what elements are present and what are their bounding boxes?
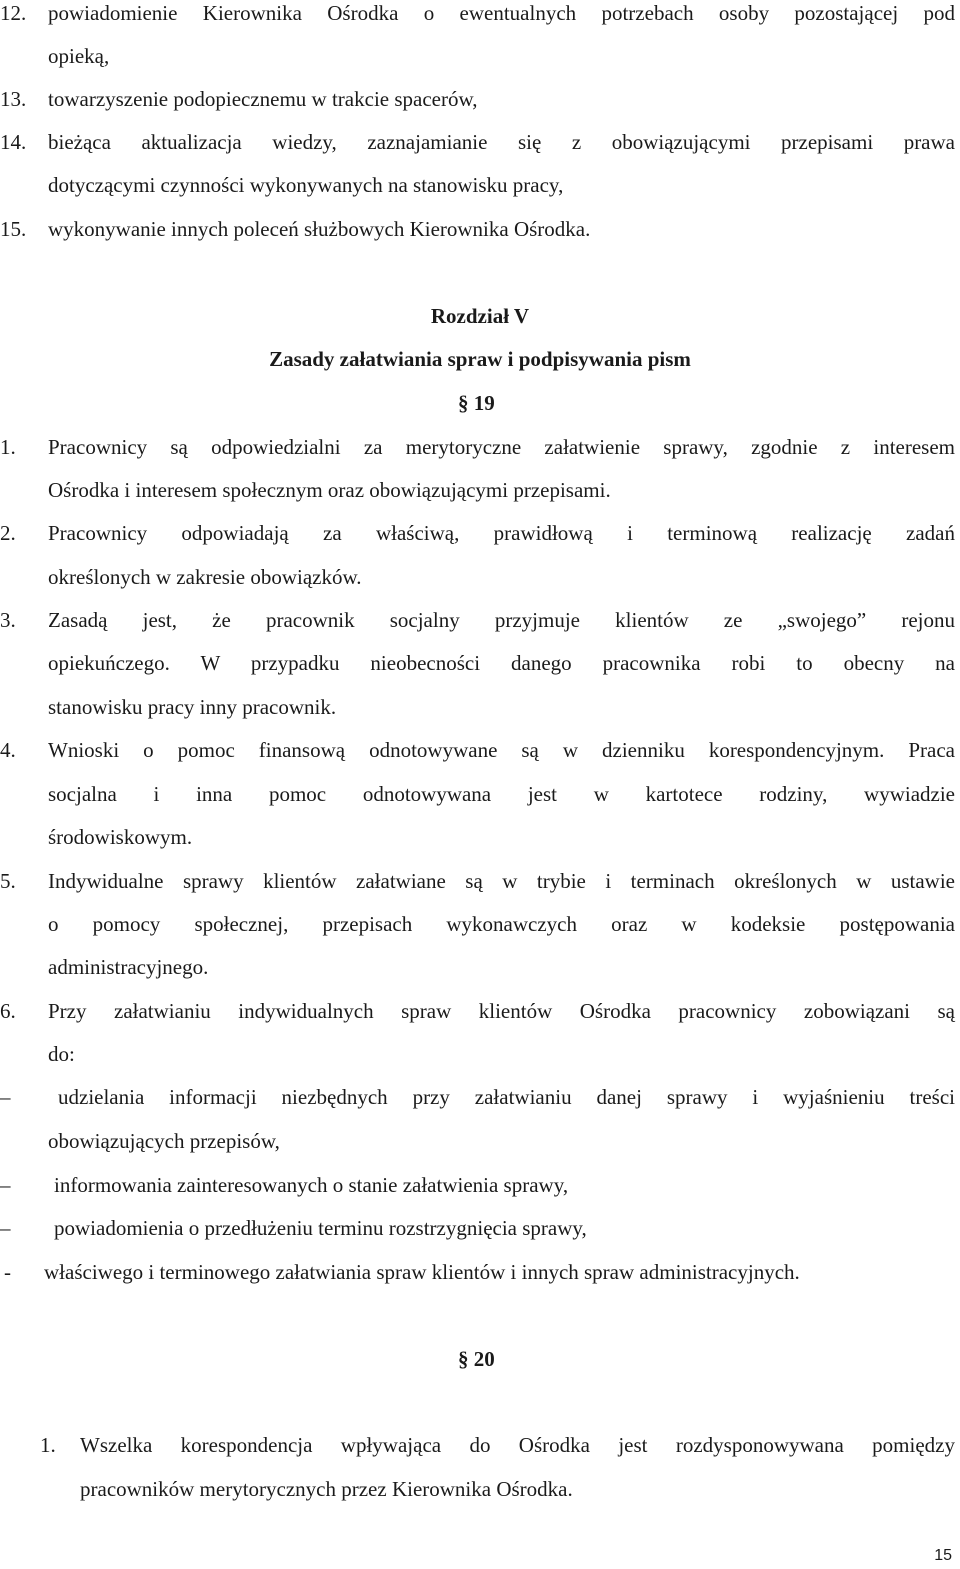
paragraph-text: socjalna i inna pomoc odnotowywana jest w kartotece rodziny, wywiadzie [48,782,955,806]
dash-item-text: informowania zainteresowanych o stanie załatwienia sprawy, [54,1173,569,1197]
paragraph-text: stanowisku pracy inny pracownik. [48,695,337,719]
list-item-text: wykonywanie innych poleceń służbowych Kierownika Ośrodka. [48,217,591,241]
dash-item-text: powiadomienia o przedłużeniu terminu rozstrzygnięcia sprawy, [54,1216,587,1240]
chapter-subtitle: Zasady załatwiania spraw i podpisywania pism [269,347,691,371]
dash-item-text: obowiązujących przepisów, [48,1129,280,1153]
paragraph-number: 4. [0,738,16,762]
page-number: 15 [934,1547,952,1564]
dash-bullet: – [0,1216,11,1240]
paragraph-text: Zasadą jest, że pracownik socjalny przyjmuje klientów ze „swojego” rejonu [48,608,955,632]
section-20-label: § 20 [458,1347,495,1371]
paragraph-text: Wszelka korespondencja wpływająca do Ośrodka jest rozdysponowywana pomiędzy [80,1433,955,1457]
paragraph-text: do: [48,1042,75,1066]
paragraph-number: 1. [40,1433,56,1457]
paragraph-text: Przy załatwianiu indywidualnych spraw klientów Ośrodka pracownicy zobowiązani są [48,999,955,1023]
paragraph-text: Ośrodka i interesem społecznym oraz obowiązującymi przepisami. [48,478,611,502]
chapter-title: Rozdział V [430,304,530,328]
list-item-text: dotyczącymi czynności wykonywanych na stanowisku pracy, [48,173,564,197]
list-item-number: 13. [0,87,27,111]
paragraph-text: opiekuńczego. W przypadku nieobecności danego pracownika robi to obecny na [48,651,955,675]
dash-bullet: – [0,1085,11,1109]
paragraph-text: Wnioski o pomoc finansową odnotowywane są w dzienniku korespondencyjnym. Praca [48,738,955,762]
paragraph-text: pracowników merytorycznych przez Kierownika Ośrodka. [80,1477,573,1501]
list-item-number: 14. [0,130,27,154]
dash-item-text: właściwego i terminowego załatwiania spraw klientów i innych spraw administracyjnych. [44,1260,800,1284]
dash-bullet: - [4,1260,11,1284]
list-item-number: 15. [0,217,27,241]
paragraph-text: Pracownicy są odpowiedzialni za merytoryczne załatwienie sprawy, zgodnie z interesem [48,435,955,459]
paragraph-text: Indywidualne sprawy klientów załatwiane są w trybie i terminach określonych w ustawie [48,869,955,893]
paragraph-number: 5. [0,869,16,893]
paragraph-number: 3. [0,608,16,632]
list-item-number: 12. [0,1,27,25]
paragraph-number: 6. [0,999,16,1023]
list-item-text: opieką, [48,44,110,68]
paragraph-text: Pracownicy odpowiadają za właściwą, prawidłową i terminową realizację zadań [48,521,955,545]
list-item-text: powiadomienie Kierownika Ośrodka o ewentualnych potrzebach osoby pozostającej pod [48,1,955,25]
paragraph-text: administracyjnego. [48,955,209,979]
paragraph-number: 2. [0,521,16,545]
paragraph-text: określonych w zakresie obowiązków. [48,565,362,589]
list-item-text: bieżąca aktualizacja wiedzy, zaznajamianie się z obowiązującymi przepisami prawa [48,130,955,154]
dash-item-text: udzielania informacji niezbędnych przy załatwianiu danej sprawy i wyjaśnieniu treści [58,1085,955,1109]
paragraph-text: o pomocy społecznej, przepisach wykonawczych oraz w kodeksie postępowania [48,912,955,936]
section-19-label: § 19 [458,391,495,415]
paragraph-number: 1. [0,435,16,459]
dash-bullet: – [0,1173,11,1197]
paragraph-text: środowiskowym. [48,825,193,849]
list-item-text: towarzyszenie podopiecznemu w trakcie spacerów, [48,87,478,111]
